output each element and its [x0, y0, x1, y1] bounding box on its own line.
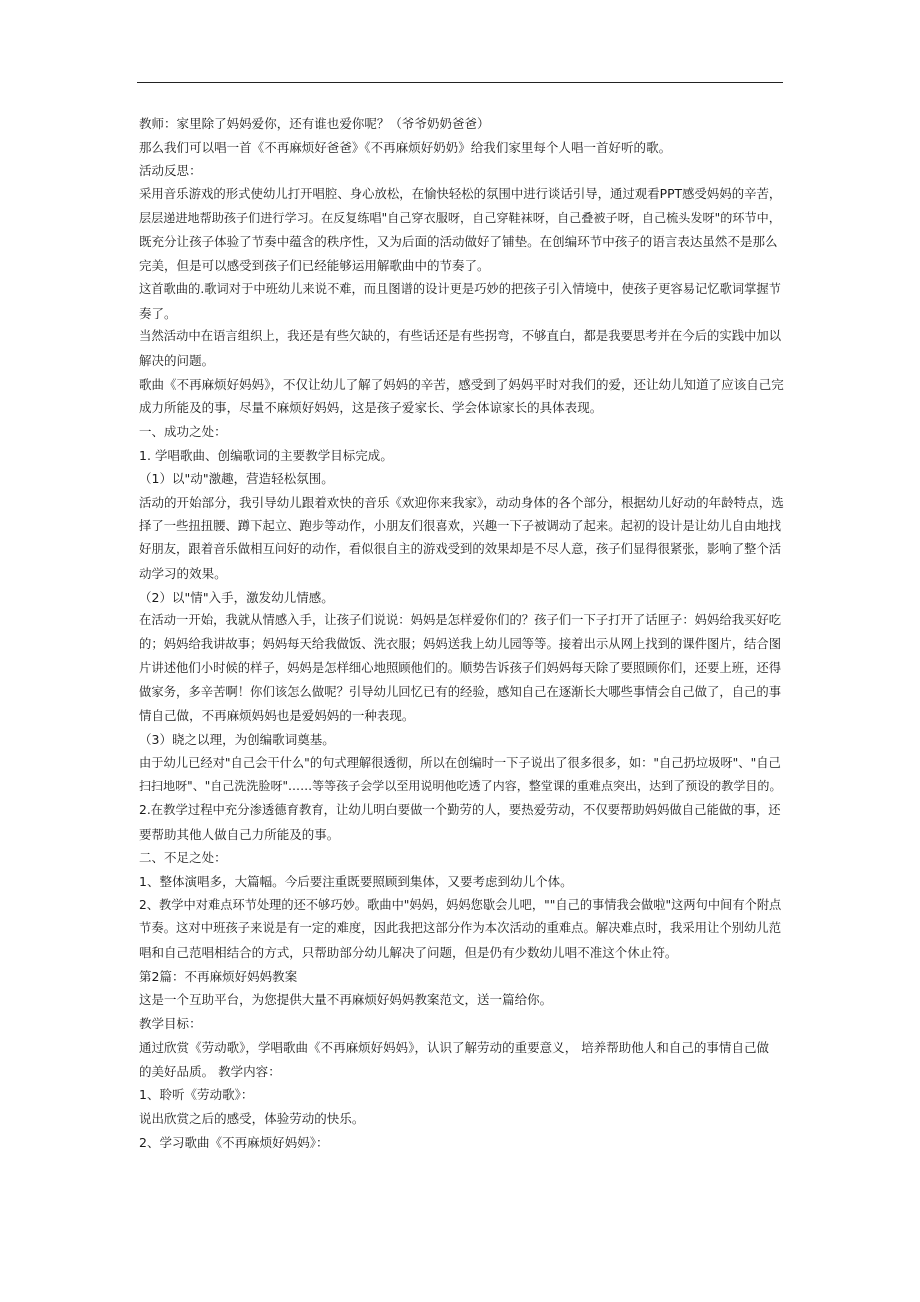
text-line: 择了一些扭扭腰、蹲下起立、跑步等动作，小朋友们很喜欢，兴趣一下子被调动了起来。起初的设计是让幼儿自由地找 — [139, 518, 782, 533]
text-line: 第2篇：不再麻烦好妈妈教案 — [139, 968, 298, 984]
text-line: 节奏。这对中班孩子来说是有一定的难度，因此我把这部分作为本次活动的重难点。解决难点时，我采用让个别幼儿范 — [139, 921, 782, 936]
text-line: 好朋友，跟着音乐做相互问好的动作，看似很自主的游戏受到的效果却是不尽人意，孩子们显得很紧张，影响了整个活 — [139, 542, 782, 557]
text-line: 1. 学唱歌曲、创编歌词的主要教学目标完成。 — [139, 447, 393, 463]
text-line: 由于幼儿已经对"自己会干什么"的句式理解很透彻，所以在创编时一下子说出了很多很多，如："自己扔垃圾呀"、"自己 — [139, 755, 781, 770]
text-line: 既充分让孩子体验了节奏中蕴含的秩序性，又为后面的活动做好了铺垫。在创编环节中孩子的语言表达虽然不是那么 — [139, 234, 778, 250]
document-body — [139, 112, 785, 1154]
text-line: 通过欣赏《劳动歌》，学唱歌曲《不再麻烦好妈妈》，认识了解劳动的重要意义， 培养帮助他人和自己的事情自己做 — [139, 1039, 770, 1055]
text-line: 的美好品质。 教学内容： — [139, 1063, 281, 1079]
text-line: 1、整体演唱多，大篇幅。今后要注重既要照顾到集体，又要考虑到幼儿个体。 — [139, 874, 573, 889]
text-line: 歌曲《不再麻烦好妈妈》，不仅让幼儿了解了妈妈的辛苦，感受到了妈妈平时对我们的爱，还让幼儿知道了应该自己完 — [139, 376, 784, 392]
text-line: 这首歌曲的.歌词对于中班幼儿来说不难，而且图谱的设计更是巧妙的把孩子引入情境中，使孩子更容易记忆歌词掌握节 — [139, 281, 781, 296]
text-line: 2、学习歌曲《不再麻烦好妈妈》： — [139, 1134, 329, 1150]
text-line: 奏了。 — [139, 305, 177, 321]
text-line: 当然活动中在语言组织上，我还是有些欠缺的，有些话还是有些拐弯，不够直白，都是我要思考并在今后的实践中加以 — [139, 329, 782, 344]
text-line: 1、聆听《劳动歌》： — [139, 1087, 254, 1103]
text-line: 片讲述他们小时候的样子，妈妈是怎样细心地照顾他们的。顺势告诉孩子们妈妈每天除了要照顾你们，还要上班，还得 — [139, 660, 782, 675]
text-line: 一、成功之处： — [139, 423, 227, 439]
text-line: 那么我们可以唱一首《不再麻烦好爸爸》《不再麻烦好奶奶》给我们家里每个人唱一首好听的歌。 — [139, 139, 672, 155]
text-line: 2.在教学过程中充分渗透德育教育，让幼儿明白要做一个勤劳的人，要热爱劳动，不仅要帮助妈妈做自己能做的事，还 — [139, 802, 781, 817]
text-line: 2、教学中对难点环节处理的还不够巧妙。歌曲中"妈妈，妈妈您歇会儿吧，""自己的事情我会做啦"这两句中间有个附点 — [139, 897, 782, 912]
text-line: 要帮助其他人做自己力所能及的事。 — [139, 826, 340, 842]
text-line: 做家务，多辛苦啊！你们该怎么做呢？引导幼儿回忆已有的经验，感知自己在逐渐长大哪些事情会自己做了，自己的事 — [139, 684, 782, 699]
text-line: 成力所能及的事，尽量不麻烦好妈妈，这是孩子爱家长、学会体谅家长的具体表现。 — [139, 400, 603, 416]
text-line: 动学习的效果。 — [139, 566, 227, 582]
text-line: 的；妈妈给我讲故事；妈妈每天给我做饭、洗衣服；妈妈送我上幼儿园等等。接着出示从网上找到的课件图片，结合图 — [139, 637, 782, 652]
text-line: 教师：家里除了妈妈爱你，还有谁也爱你呢？（爷爷奶奶爸爸） — [139, 116, 490, 131]
text-line: 扫扫地呀"、"自己洗洗脸呀"……等等孩子会学以至用说明他吃透了内容，整堂课的重难点突出，达到了预设的教学目的。 — [139, 779, 782, 794]
text-line: 活动反思： — [139, 163, 202, 179]
text-line: 唱和自己范唱相结合的方式，只帮助部分幼儿解决了问题，但是仍有少数幼儿唱不准这个休止符。 — [139, 945, 678, 961]
text-line: 采用音乐游戏的形式使幼儿打开唱腔、身心放松，在愉快轻松的氛围中进行谈话引导，通过观看PPT感受妈妈的辛苦， — [139, 187, 782, 202]
text-line: （2）以"情"入手，激发幼儿情感。 — [139, 589, 334, 605]
text-line: 活动的开始部分，我引导幼儿跟着欢快的音乐《欢迎你来我家》，动动身体的各个部分，根据幼儿好动的年龄特点，选 — [139, 495, 784, 510]
text-line: （1）以"动"激趣，营造轻松氛围。 — [139, 471, 334, 487]
text-line: 解决的问题。 — [139, 352, 215, 368]
text-line: 说出欣赏之后的感受，体验劳动的快乐。 — [139, 1110, 365, 1126]
text-line: 教学目标： — [139, 1016, 202, 1032]
text-line: 二、不足之处： — [139, 850, 227, 866]
text-line: 完美，但是可以感受到孩子们已经能够运用解歌曲中的节奏了。 — [139, 258, 490, 274]
text-line: 情自己做，不再麻烦妈妈也是爱妈妈的一种表现。 — [139, 708, 415, 724]
header-rule — [137, 82, 783, 83]
text-line: （3）晓之以理，为创编歌词奠基。 — [139, 731, 335, 747]
text-line: 在活动一开始，我就从情感入手，让孩子们说说：妈妈是怎样爱你们的？孩子们一下子打开了话匣子：妈妈给我买好吃 — [139, 613, 782, 628]
text-line: 层层递进地帮助孩子们进行学习。在反复练唱"自己穿衣服呀，自己穿鞋袜呀，自己叠被子呀，自己梳头发呀"的环节中， — [139, 210, 781, 225]
text-line: 这是一个互助平台，为您提供大量不再麻烦好妈妈教案范文，送一篇给你。 — [139, 992, 553, 1008]
